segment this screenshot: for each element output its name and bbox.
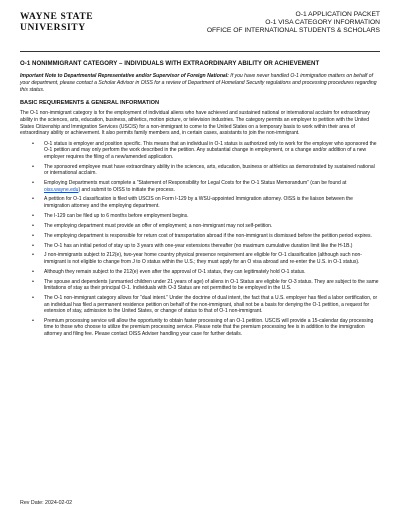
list-item: • J non-immigrants subject to 212(e), two-year home country physical presence requirement are eligible for O-1 classification (although such non-immigrant is not eligible to change from J to O status within the U.S.; they must apply for an O visa abroad and re-enter the U.S. in O-1 status). — [44, 252, 380, 265]
revision-date: Rev Date: 2024-02-02 — [20, 500, 73, 506]
document-title: O-1 NONIMMIGRANT CATEGORY – INDIVIDUALS WITH EXTRAORDINARY ABILITY OR ACHIEVEMENT — [20, 60, 320, 67]
important-note-text: If you have never handled O-1 immigration matters on behalf of your department, please contact a Scholar Advisor in OISS for a review of Department of Homeland Security regulations and processing procedures regarding this status. — [20, 73, 377, 93]
list-item: • The employing department is responsible for return cost of transportation abroad if the non-immigrant is dismissed before the petition period expires. — [44, 233, 380, 240]
list-item-text: Employing Departments must complete a “Statement of Responsibility for Legal Costs for the O-1 Status Memorandum” (can be found at — [44, 180, 347, 187]
office-name: OFFICE OF INTERNATIONAL STUDENTS & SCHOLARS — [206, 27, 380, 35]
logo-line-1: WAYNE STATE — [20, 12, 94, 22]
list-item — [44, 180, 380, 193]
intro-paragraph: The O-1 non-immigrant category is for the employment of individual aliens who have achieved and sustained national or international acclaim for extraordinary ability in the sciences, arts, education, business, athletics, motion picture, or television industries. The category permits an employer to petition with the United States Citizenship and Immigration Services (USCIS) for a non-immigrant to come to the United States on a temporary basis to work within their area of extraordinary ability or achievement. It also permits family members and, in certain cases, assistants to join the non-immigrant. — [20, 110, 370, 137]
university-logo — [20, 11, 93, 33]
header — [20, 11, 380, 51]
header-divider — [20, 51, 380, 52]
important-note-label: Important Note to Departmental Representative and/or Supervisor of Foreign National: — [20, 73, 229, 79]
list-item: • The spouse and dependents (unmarried children under 21 years of age) of aliens in O-1 Status are eligible for O-3 status. They are subject to the same limitations of stay as their principal O-1. Individuals with O-3 Status are not permitted to be employed in the U.S. — [44, 279, 380, 292]
packet-title: O-1 APPLICATION PACKET — [295, 11, 380, 18]
header-titles — [207, 11, 380, 36]
list-item: • O-1 status is employer and position specific. This means that an individual in O-1 status is authorized only to work for the employer who sponsored the O-1 petition and may only perform the work described in the petition. Any substantial change in employment, or a change and/or addition of a new employer requires the filing of a new/amended application. — [44, 141, 380, 161]
logo-line-2: UNIVERSITY — [20, 22, 86, 33]
list-item: • A petition for O-1 classification is filed with USCIS on Form I-129 by a WSU-appointed Immigration attorney. OISS is the liaison between the immigration attorney and the employing department. — [44, 196, 380, 209]
list-item: • The O-1 has an initial period of stay up to 3 years with one-year extensions thereafter (no maximum cumulative duration limit like the H-1B.) — [44, 243, 380, 250]
list-item: • Premium processing service will allow the opportunity to obtain faster processing of an O-1 petition. USCIS will provide a 15-calendar day processing time to those who choose to utilize the premium processing service. Please note that the premium processing fee is in addition to the immigration attorney and filing fee. Please contact OISS Adviser handling your case for further details. — [44, 318, 380, 338]
list-item-text: ) and submit to OISS to initiate the process. — [78, 186, 175, 193]
list-item: • The O-1 non-immigrant category allows for “dual intent.” Under the doctrine of dual intent, the fact that a U.S. employer has filed a labor certification, or an individual has filed a permanent residence petition on behalf of the non-immigrant, shall not be a basis for denying the O-1 petition, a request for extension of stay, admission to the United States, or change of status to that of O-1 non-immigrant. — [44, 295, 380, 315]
list-item: • The sponsored employee must have extraordinary ability in the sciences, arts, education, business or athletics as demonstrated by sustained national or international acclaim. — [44, 164, 380, 177]
requirements-list — [20, 141, 380, 338]
list-item: • The employing department must provide an offer of employment; a non-immigrant may not self-petition. — [44, 223, 380, 230]
oiss-website-link[interactable]: oiss.wayne.edu — [44, 186, 79, 193]
important-note — [20, 73, 380, 93]
list-item: • Although they remain subject to the 212(e) even after the approval of O-1 status, they can legitimately hold O-1 status. — [44, 269, 380, 276]
category-title: O-1 VISA CATEGORY INFORMATION — [265, 19, 380, 27]
list-item: • The I-129 can be filed up to 6 months before employment begins. — [44, 213, 380, 220]
section-heading: BASIC REQUIREMENTS & GENERAL INFORMATION — [20, 100, 160, 107]
